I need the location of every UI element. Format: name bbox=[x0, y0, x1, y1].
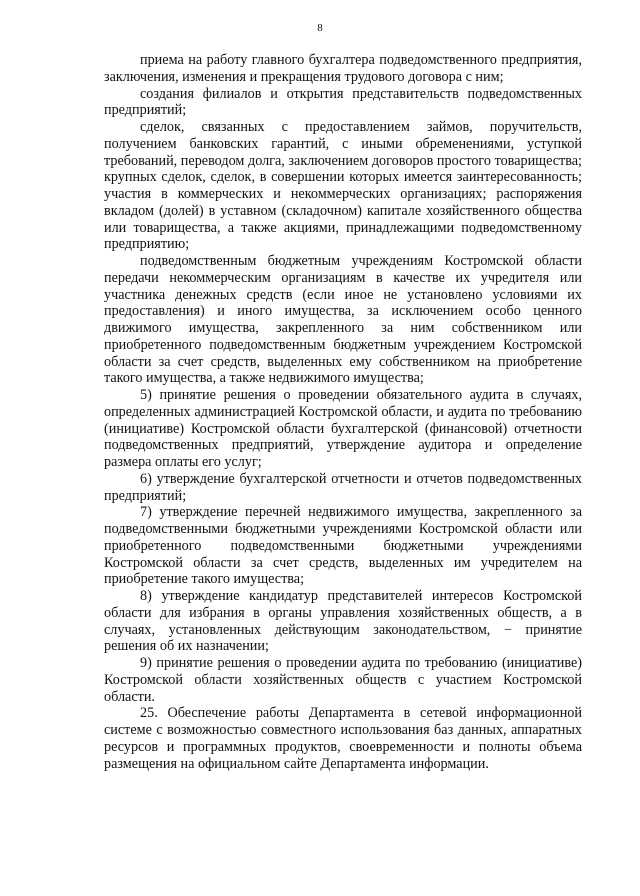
paragraph: приема на работу главного бухгалтера подведомственного предприятия, заключения, изменения и прекращения трудового договора с ним; bbox=[104, 52, 582, 85]
page-number: 8 bbox=[317, 22, 323, 34]
paragraph: 6) утверждение бухгалтерской отчетности и отчетов подведомственных предприятий; bbox=[104, 470, 582, 504]
paragraph: 5) принятие решения о проведении обязательного аудита в случаях, определенных администрацией Костромской области, и аудита по требованию (инициативе) Костромской области бухгалтерской (финансовой) отчетности подведомственных предприятий, утверждение аудитора и определение размера оплаты его услуг; bbox=[104, 387, 582, 470]
paragraph: сделок, связанных с предоставлением займов, поручительств, получением банковских гарантий, с иными обременениями, уступкой требований, переводом долга, заключением договоров простого товарищества; крупных сделок, сделок, в совершении которых имеется заинтересованность; участия в коммерческих и некоммерческих организациях; распоряжения вкладом (долей) в уставном (складочном) капитале хозяйственного общества или товарищества, а также акциями, принадлежащими подведомственному предприятию; bbox=[104, 119, 582, 253]
paragraph: 7) утверждение перечней недвижимого имущества, закрепленного за подведомственными бюджетными учреждениями Костромской области или приобретенного подведомственными бюджетными учреждениями Костромской области за счет средств, выделенных им учредителем на приобретение такого имущества; bbox=[104, 504, 582, 588]
paragraph: 9) принятие решения о проведении аудита по требованию (инициативе) Костромской области хозяйственных обществ с участием Костромской области. bbox=[104, 655, 582, 705]
paragraph: подведомственным бюджетным учреждениям Костромской области передачи некоммерческим организациям в качестве их учредителя или участника денежных средств (если иное не установлено условиями их предоставления) и иного имущества, за исключением особо ценного движимого имущества, закрепленного за ним собственником или приобретенного подведомственным бюджетным учреждением Костромской области за счет средств, выделенных ему собственником на приобретение такого имущества, а также недвижимого имущества; bbox=[104, 253, 582, 387]
document-body bbox=[104, 52, 582, 772]
paragraph: 8) утверждение кандидатур представителей интересов Костромской области для избрания в органы управления хозяйственных обществ, а в случаях, установленных действующим законодательством, − принятие решения об их назначении; bbox=[104, 588, 582, 655]
paragraph: 25. Обеспечение работы Департамента в сетевой информационной системе с возможностью совместного использования баз данных, аппаратных ресурсов и программных продуктов, своевременности и полноты объема размещения на официальном сайте Департамента информации. bbox=[104, 705, 582, 772]
paragraph: создания филиалов и открытия представительств подведомственных предприятий; bbox=[104, 85, 582, 119]
